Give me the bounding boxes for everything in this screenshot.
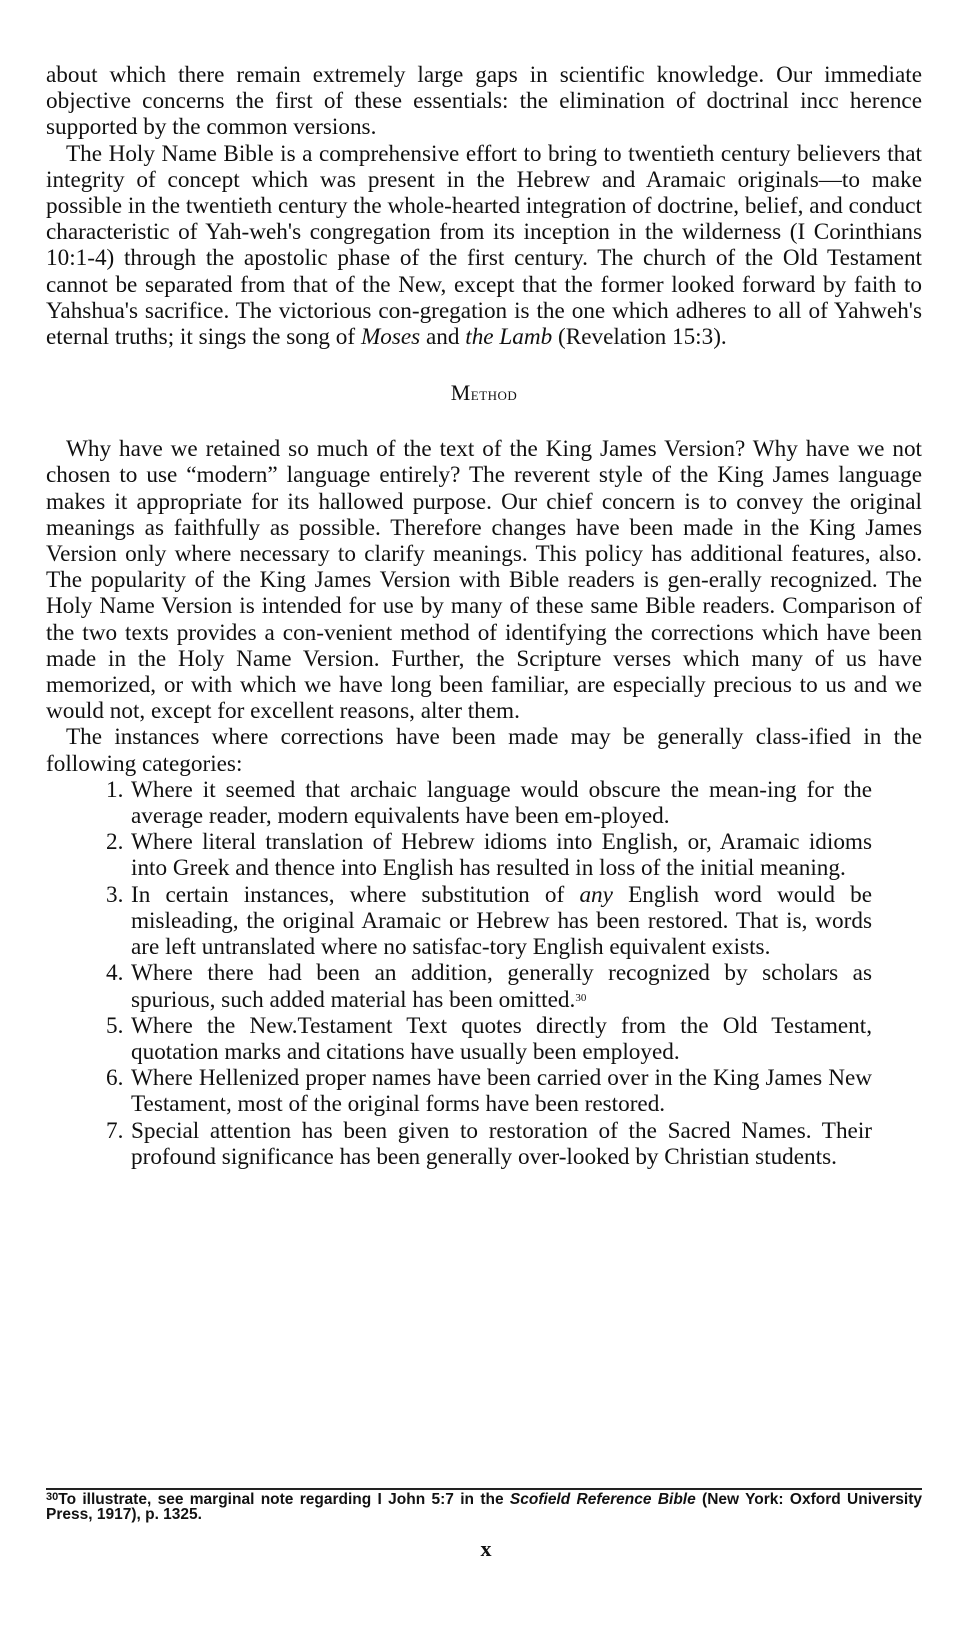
list-number: 4. — [106, 960, 124, 987]
list-text: Where literal translation of Hebrew idioms into English, or, Aramaic idioms into Greek and thence into English has resulted in loss of the initial meaning. — [131, 829, 872, 882]
list-text: Where there had been an addition, generally recognized by scholars as spurious, such added material has been omitted. — [131, 960, 872, 1013]
intro-paragraph-2 — [46, 141, 922, 351]
list-number: 3. — [106, 881, 124, 908]
page-number: x — [480, 1536, 492, 1561]
list-number: 1. — [106, 776, 124, 803]
intro-paragraph-2-text: The Holy Name Bible is a comprehensive effort to bring to twentieth century believers that integrity of concept which was present in the Hebrew and Aramaic originals—to make possible in the twentieth century the whole-hearted integration of doctrine, belief, and conduct characteristic of Yah-weh's congregation from its inception in the wilderness (I Corinthians 10:1-4) through the apostolic phase of the first century. The church of the Old Testament cannot be separated from that of the New, except that the former looked forward by faith to Yahshua's sacrifice. The victorious con-gregation is the one which adheres to all of Yahweh's eternal truths; it sings the song of — [46, 140, 922, 351]
list-item — [46, 1013, 922, 1065]
footnote-marker: 30 — [46, 1491, 59, 1503]
list-number: 7. — [106, 1117, 124, 1144]
list-item — [46, 882, 922, 961]
list-item — [46, 829, 922, 881]
corrections-list — [46, 777, 922, 1170]
footnote — [46, 1492, 922, 1522]
method-paragraph-1: Why have we retained so much of the text of the King James Version? Why have we not chosen to use “modern” language entirely? The reverent style of the King James language makes it appropriate for its hallowed purpose. Our chief concern is to convey the original meanings as faithfully as possible. Therefore changes have been made in the King James Version only where necessary to clarify meanings. This policy has additional features, also. The popularity of the King James Version with Bible readers is gen-erally recognized. The Holy Name Version is intended for use by many of these same Bible readers. Comparison of the two texts provides a con-venient method of identifying the corrections which have been made in the Holy Name Version. Further, the Scripture verses which many of us have memorized, or with which we have long been familiar, are especially precious to us and we would not, except for excellent reasons, alter them. — [46, 436, 922, 725]
heading-rest: ethod — [470, 384, 518, 406]
intro-paragraph-1: about which there remain extremely large gaps in scientific knowledge. Our immediate objective concerns the first of these essentials: the elimination of doctrinal incc herence supported by the common versions. — [46, 62, 922, 141]
list-item — [46, 777, 922, 829]
list-number: 2. — [106, 829, 124, 856]
heading-cap: M — [450, 380, 471, 406]
revelation-citation: (Revelation 15:3). — [552, 324, 727, 351]
page-body — [46, 62, 922, 1170]
footnote-reference[interactable]: 30 — [575, 991, 587, 1004]
section-heading-method — [46, 380, 922, 406]
list-text: English word would be misleading, the original Aramaic or Hebrew has been restored. That is, words are left untranslated where no satisfac-tory English equivalent exists. — [131, 881, 872, 961]
list-text-pre: In certain instances, where substitution of — [131, 881, 580, 908]
footnote-italic-title: Scofield Reference Bible — [509, 1491, 696, 1508]
footnote-text-post: (New York: Oxford University Press, 1917), p. 1325. — [46, 1491, 922, 1523]
list-number: 6. — [106, 1065, 124, 1092]
list-text: Special attention has been given to restoration of the Sacred Names. Their profound significance has been generally over-looked by Christian students. — [131, 1117, 872, 1170]
footnote-text-pre: To illustrate, see marginal note regarding I John 5:7 in the — [58, 1491, 510, 1508]
list-text: Where Hellenized proper names have been carried over in the King James New Testament, most of the original forms have been restored. — [131, 1065, 872, 1118]
method-paragraph-2: The instances where corrections have been made may be generally class-ified in the following categories: — [46, 724, 922, 777]
footnote-divider — [46, 1488, 922, 1490]
italic-any: any — [579, 881, 613, 908]
list-text: Where it seemed that archaic language would obscure the mean-ing for the average reader, modern equivalents have been em-ployed. — [131, 776, 872, 830]
italic-moses: Moses — [360, 324, 421, 351]
list-item — [46, 1065, 922, 1117]
list-text: Where the New.Testament Text quotes directly from the Old Testament, quotation marks and citations have usually been employed. — [131, 1012, 872, 1065]
and-text: and — [420, 324, 466, 351]
list-item — [46, 960, 922, 1012]
list-number: 5. — [106, 1012, 124, 1039]
list-item — [46, 1118, 922, 1170]
italic-the-lamb: the Lamb — [465, 324, 553, 351]
